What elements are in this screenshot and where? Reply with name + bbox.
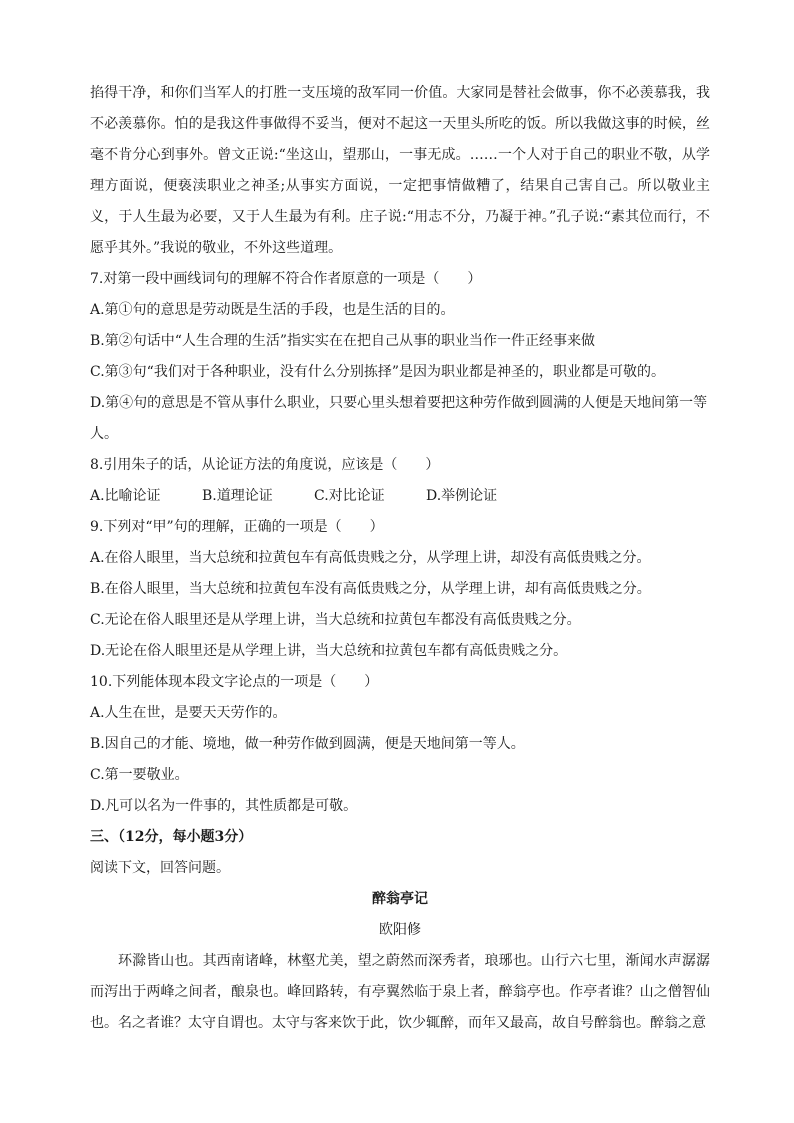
section-3 (90, 822, 710, 1039)
question-8-option-c: C.对比论证 (314, 488, 385, 504)
essay-body: 环滁皆山也。其西南诸峰，林壑尤美，望之蔚然而深秀者，琅琊也。山行六七里，渐闻水声潺潺而泻出于两峰之间者，酿泉也。峰回路转，有亭翼然临于泉上者，醉翁亭也。作亭者谁？山之僧智仙也。名之者谁？太守自谓也。太守与客来饮于此，饮少辄醉，而年又最高，故自号醉翁也。醉翁之意 (90, 953, 710, 1031)
essay-author: 欧阳修 (379, 922, 421, 938)
question-9-option-a: A.在俗人眼里，当大总统和拉黄包车有高低贵贱之分，从学理上讲，却没有高低贵贱之分。 (90, 550, 651, 566)
question-9-option-d: D.无论在俗人眼里还是从学理上讲，当大总统和拉黄包车都有高低贵贱之分。 (90, 643, 568, 659)
question-10-option-d: D.凡可以名为一件事的，其性质都是可敬。 (90, 798, 358, 814)
exam-page (90, 78, 710, 1039)
question-10-option-c: C.第一要敬业。 (90, 767, 189, 783)
question-8-option-b: B.道理论证 (202, 488, 273, 504)
question-7-stem: 7.对第一段中画线词句的理解不符合作者原意的一项是（ ） (90, 271, 482, 287)
section-3-instruction: 阅读下文，回答问题。 (90, 860, 230, 876)
question-8-stem: 8.引用朱子的话，从论证方法的角度说，应该是（ ） (90, 457, 440, 473)
question-10-option-b: B.因自己的才能、境地，做一种劳作做到圆满，便是天地间第一等人。 (90, 736, 525, 752)
section-3-heading: 三、（12分，每小题3分） (90, 829, 253, 845)
question-9 (90, 512, 710, 667)
question-8-options (90, 481, 710, 512)
question-7-option-d: D.第④句的意思是不管从事什么职业，只要心里头想着要把这种劳作做到圆满的人便是天地间第一等人。 (90, 395, 708, 442)
question-8-option-d: D.举例论证 (426, 488, 498, 504)
question-7-option-a: A.第①句的意思是劳动既是生活的手段，也是生活的目的。 (90, 302, 455, 318)
question-8-option-a: A.比喻论证 (90, 488, 161, 504)
question-9-stem: 9.下列对“甲”句的理解，正确的一项是（ ） (90, 519, 384, 535)
question-8 (90, 450, 710, 512)
question-7-option-b: B.第②句话中“人生合理的生活”指实实在在把自己从事的职业当作一件正经事来做 (90, 333, 596, 349)
question-10 (90, 667, 710, 822)
question-10-option-a: A.人生在世，是要天天劳作的。 (90, 705, 287, 721)
passage-continued: 掐得干净，和你们当军人的打胜一支压境的敌军同一价值。大家同是替社会做事，你不必羡慕我，我不必羡慕你。怕的是我这件事做得不妥当，便对不起这一天里头所吃的饭。所以我做这事的时候，丝毫不肯分心到事外。曾文正说:“坐这山，望那山，一事无成。……一个人对于自己的职业不敬，从学理方面说，便亵渎职业之神圣;从事实方面说，一定把事情做糟了，结果自己害自己。所以敬业主义，于人生最为必要，又于人生最为有利。庄子说:“用志不分，乃凝于神。”孔子说:“素其位而行，不愿乎其外。”我说的敬业，不外这些道理。 (90, 85, 710, 256)
question-7 (90, 264, 710, 450)
question-9-option-c: C.无论在俗人眼里还是从学理上讲，当大总统和拉黄包车都没有高低贵贱之分。 (90, 612, 581, 628)
question-10-stem: 10.下列能体现本段文字论点的一项是（ ） (90, 674, 379, 690)
essay-title: 醉翁亭记 (372, 891, 428, 907)
question-7-option-c: C.第③句“我们对于各种职业，没有什么分别拣择”是因为职业都是神圣的，职业都是可敬的。 (90, 364, 665, 380)
question-9-option-b: B.在俗人眼里，当大总统和拉黄包车没有高低贵贱之分，从学理上讲，却有高低贵贱之分。 (90, 581, 651, 597)
